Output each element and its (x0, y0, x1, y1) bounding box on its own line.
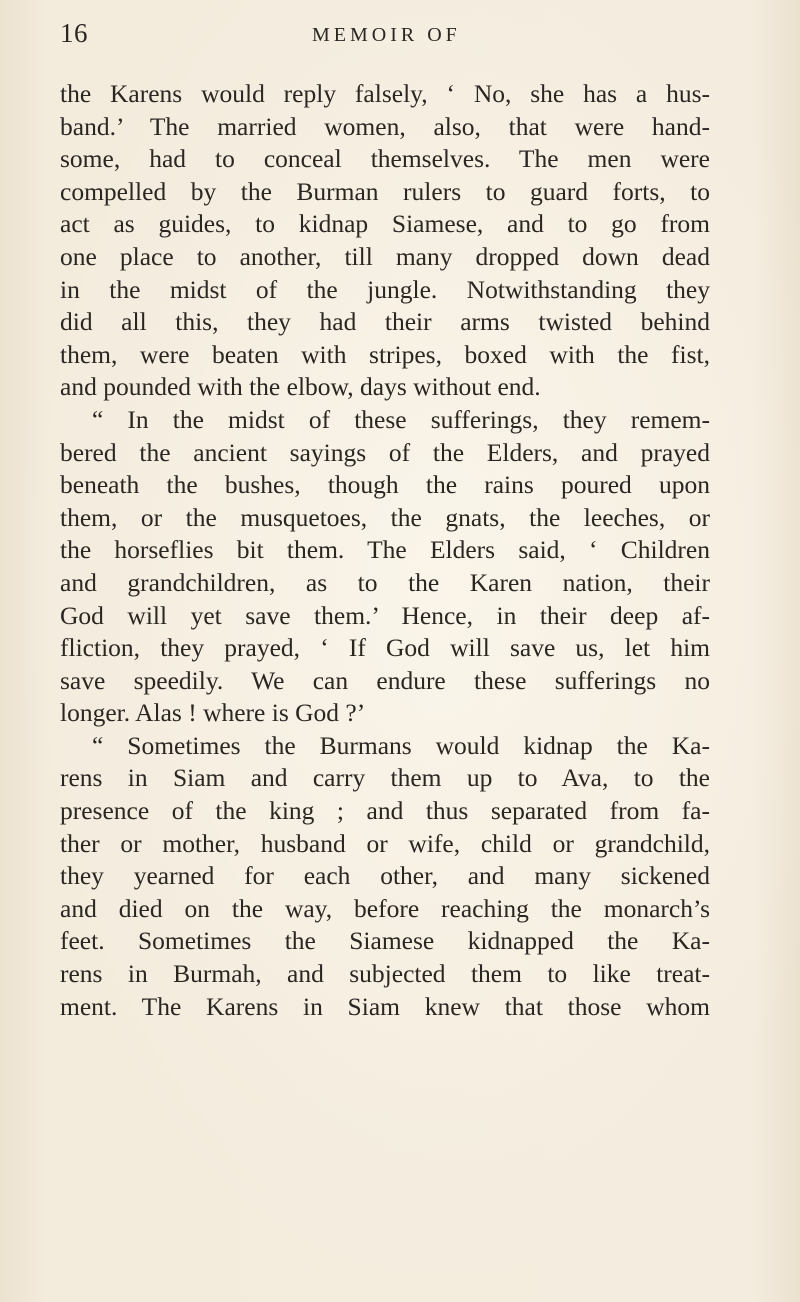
text-line: fliction, they prayed, ‘ If God will save us, let him (60, 633, 710, 663)
text-line: compelled by the Burman rulers to guard forts, to (60, 176, 710, 206)
page-number: 16 (60, 18, 88, 48)
text-line: them, were beaten with stripes, boxed with the fist, (60, 339, 710, 369)
text-line: band.’ The married women, also, that were hand- (60, 111, 710, 141)
running-head (60, 16, 700, 50)
paragraph-start-line: “ Sometimes the Burmans would kidnap the Ka- (92, 730, 710, 760)
text-line: one place to another, till many dropped down dead (60, 241, 710, 271)
text-line: them, or the musquetoes, the gnats, the leeches, or (60, 502, 710, 532)
text-line: some, had to conceal themselves. The men were (60, 144, 710, 174)
paragraph-end-line: and pounded with the elbow, days without end. (60, 372, 541, 402)
text-line: rens in Siam and carry them up to Ava, to the (60, 763, 710, 793)
text-line: save speedily. We can endure these sufferings no (60, 665, 710, 695)
text-line: rens in Burmah, and subjected them to like treat- (60, 959, 710, 989)
text-line: the Karens would reply falsely, ‘ No, she has a hus- (60, 79, 710, 108)
text-line: bered the ancient sayings of the Elders, and prayed (60, 437, 710, 467)
text-line: presence of the king ; and thus separated from fa- (60, 796, 710, 826)
text-line: ther or mother, husband or wife, child or grandchild, (60, 828, 710, 858)
text-line: act as guides, to kidnap Siamese, and to go from (60, 209, 710, 239)
text-line: and died on the way, before reaching the monarch’s (60, 893, 710, 923)
text-line: they yearned for each other, and many sickened (60, 861, 710, 891)
text-line: feet. Sometimes the Siamese kidnapped the Ka- (60, 926, 710, 956)
body-text (60, 78, 710, 1023)
text-line: beneath the bushes, though the rains poured upon (60, 470, 710, 500)
text-line: the horseflies bit them. The Elders said, ‘ Children (60, 535, 710, 565)
text-line: did all this, they had their arms twisted behind (60, 307, 710, 337)
text-line: in the midst of the jungle. Notwithstanding they (60, 274, 710, 304)
paragraph-start-line: “ In the midst of these sufferings, they remem- (92, 404, 710, 434)
text-line: ment. The Karens in Siam knew that those whom (60, 991, 710, 1021)
text-line: God will yet save them.’ Hence, in their deep af- (60, 600, 710, 630)
text-line: and grandchildren, as to the Karen nation, their (60, 567, 710, 597)
running-title: MEMOIR OF (312, 24, 461, 46)
paragraph-end-line: longer. Alas ! where is God ?’ (60, 698, 366, 728)
